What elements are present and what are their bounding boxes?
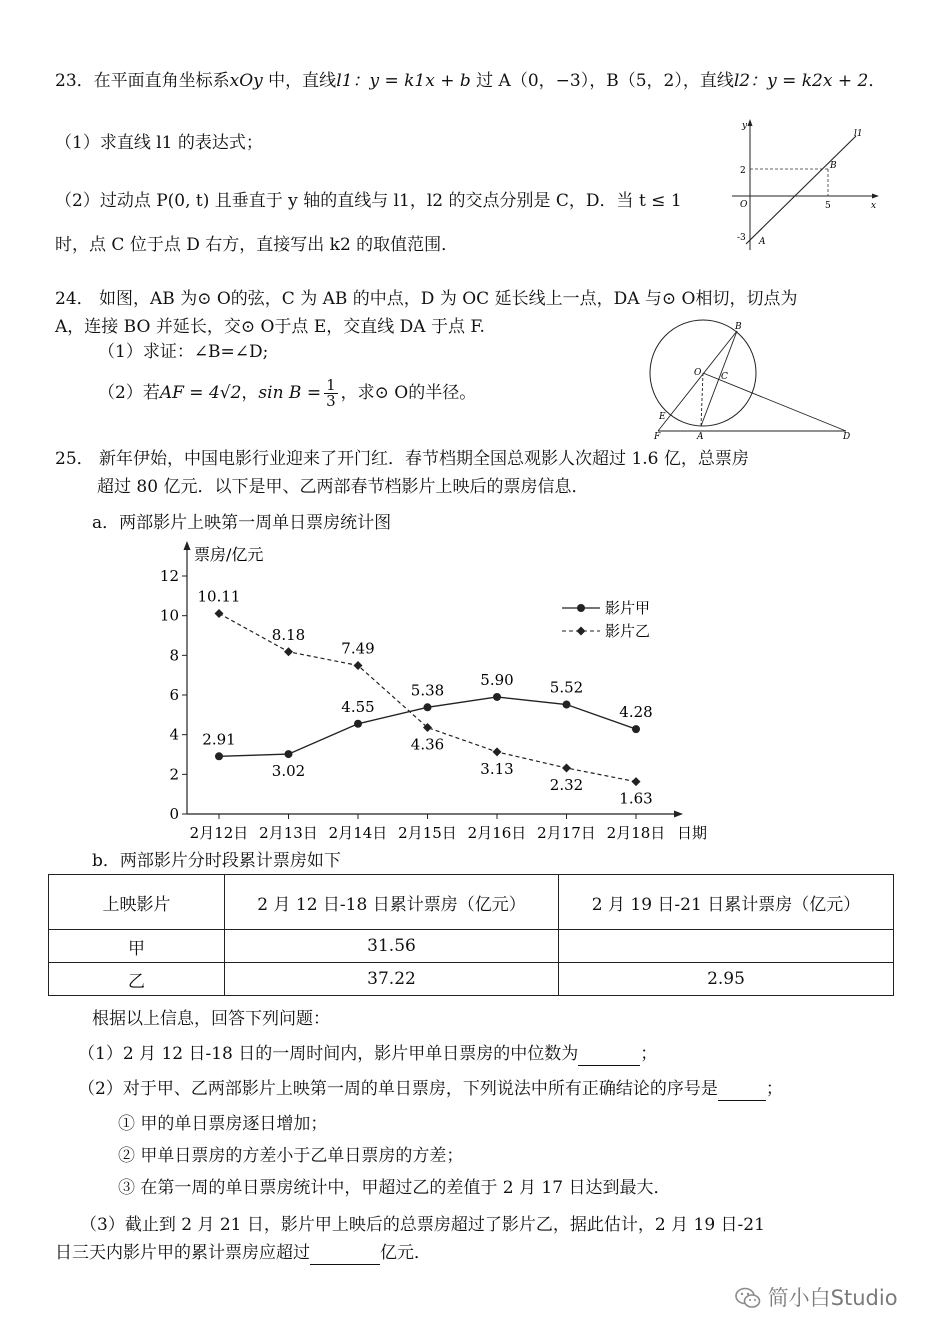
q24-part1: （1）求证：∠B=∠D;	[98, 342, 269, 362]
q25-option-3: ③ 在第一周的单日票房统计中，甲超过乙的差值于 2 月 17 日达到最大．	[118, 1178, 671, 1198]
q24-fraction: $\frac{1}{3}$	[326, 376, 336, 410]
fig23-point-B: B	[830, 161, 837, 171]
y-tick-label: 8	[169, 646, 179, 665]
series-jia-data-label: 3.02	[271, 762, 306, 781]
x-tick-label: 2月17日	[537, 824, 596, 842]
q25-intro: 根据以上信息，回答下列问题：	[92, 1009, 330, 1029]
y-tick-label: 2	[169, 765, 179, 784]
y-tick-label: 10	[159, 606, 179, 625]
series-yi-point	[215, 609, 224, 618]
x-tick-label: 2月12日	[189, 824, 249, 842]
table-cell: 31.56	[225, 930, 559, 963]
box-office-line-chart	[150, 538, 720, 848]
q25-part3-line2: 日三天内影片甲的累计票房应超过 亿元．	[55, 1243, 431, 1263]
q25-part2: （2）对于甲、乙两部影片上映第一周的单日票房，下列说法中所有正确结论的序号是 ；	[78, 1079, 783, 1099]
y-axis-arrow-icon	[184, 541, 191, 550]
series-yi-data-label: 3.13	[480, 759, 514, 778]
series-jia-point	[285, 750, 293, 758]
series-jia-point	[493, 693, 501, 701]
q25-subtitle-b: b．两部影片分时段累计票房如下	[92, 851, 341, 871]
fig24-point-F: F	[654, 432, 661, 440]
series-jia-data-label: 2.91	[202, 730, 236, 749]
watermark: 简小白Studio	[735, 1282, 898, 1312]
x-tick-label: 2月18日	[606, 824, 666, 842]
answer-blank[interactable]	[718, 1078, 766, 1101]
q24-line2: A，连接 BO 并延长，交⊙ O于点 E，交直线 DA 于点 F.	[55, 317, 485, 337]
legend-diamond-icon	[577, 627, 586, 636]
fig24-point-B: B	[735, 322, 742, 332]
q23-part1: （1）求直线 l1 的表达式；	[55, 133, 263, 153]
fig23-tick-5: 5	[825, 201, 831, 211]
table-cell: 甲	[49, 930, 225, 963]
series-yi-point	[562, 763, 571, 772]
x-tick-label: 2月16日	[467, 824, 527, 842]
fig24-point-D: D	[843, 432, 851, 440]
series-jia-point	[354, 720, 362, 728]
q25-option-1: ① 甲的单日票房逐日增加；	[118, 1114, 328, 1134]
table-header: 2 月 19 日-21 日累计票房（亿元）	[559, 875, 894, 930]
series-yi-point	[632, 777, 641, 786]
y-tick-label: 6	[169, 686, 179, 704]
series-jia-point	[424, 703, 432, 711]
q25-part1: （1）2 月 12 日-18 日的一周时间内，影片甲单日票房的中位数为 ；	[78, 1044, 658, 1064]
fig23-origin: O	[740, 200, 748, 210]
table-cell: 2.95	[559, 963, 894, 996]
fig23-y-label: y	[742, 121, 748, 131]
answer-blank[interactable]	[310, 1242, 380, 1265]
q25-option-2: ② 甲单日票房的方差小于乙单日票房的方差；	[118, 1146, 464, 1166]
fig23-tick-neg3: -3	[737, 233, 746, 243]
series-yi-data-label: 8.18	[271, 625, 306, 644]
series-jia-data-label: 4.28	[619, 703, 653, 722]
fig23-point-A: A	[759, 237, 766, 247]
q24-line1: 24． 如图，AB 为⊙ O的弦，C 为 AB 的中点，D 为 OC 延长线上一点，DA 与⊙ O相切，切点为	[55, 289, 798, 309]
q25-subtitle-a: a．两部影片上映第一周单日票房统计图	[92, 513, 392, 533]
series-yi-point	[493, 747, 502, 756]
fig23-tick-2: 2	[740, 166, 746, 176]
series-yi-data-label: 1.63	[619, 789, 653, 808]
series-jia-data-label: 5.90	[480, 670, 514, 689]
q23-part2-line1: （2）过动点 P(0, t) 且垂直于 y 轴的直线与 l1，l2 的交点分别是 C，D．当 t ≤ 1	[55, 191, 682, 211]
table-header: 2 月 12 日-18 日累计票房（亿元）	[225, 875, 559, 930]
q25-part3-line1: （3）截止到 2 月 21 日，影片甲上映后的总票房超过了影片乙，据此估计，2 月 19 日-21	[80, 1215, 765, 1235]
series-jia-data-label: 5.38	[410, 681, 445, 700]
series-yi-data-label: 10.11	[197, 587, 241, 606]
fig24-point-C: C	[721, 372, 728, 382]
fig23-l1-label: l1	[854, 129, 863, 139]
fig24-point-O: O	[694, 368, 702, 378]
y-axis-label: 票房/亿元	[194, 545, 264, 564]
q23-part2-line2: 时，点 C 位于点 D 右方，直接写出 k2 的取值范围．	[55, 235, 459, 255]
box-office-table	[48, 874, 894, 996]
fig23-x-label: x	[871, 201, 877, 211]
y-tick-label: 4	[169, 725, 179, 744]
series-yi-data-label: 4.36	[410, 735, 445, 754]
table-cell: 乙	[49, 963, 225, 996]
legend-series-yi: 影片乙	[605, 622, 651, 640]
series-yi-data-label: 7.49	[341, 639, 375, 658]
x-tick-label: 2月14日	[328, 824, 388, 842]
y-tick-label: 0	[169, 805, 179, 823]
table-header: 上映影片	[49, 875, 225, 930]
wechat-icon	[735, 1287, 761, 1309]
q24-part2: （2）若AF = 4√2，sin B = $\frac{1}{3}$ ，求⊙ O的半径。	[98, 376, 477, 410]
table-cell: 37.22	[225, 963, 559, 996]
table-cell	[559, 930, 894, 963]
x-tick-label: 2月13日	[259, 824, 318, 842]
series-jia-data-label: 4.55	[341, 697, 375, 716]
series-yi-data-label: 2.32	[549, 775, 584, 794]
q24-figure	[636, 318, 852, 440]
q25-line1: 25． 新年伊始，中国电影行业迎来了开门红．春节档期全国总观影人次超过 1.6 亿，总票房	[55, 449, 749, 469]
q23-stem: 23．在平面直角坐标系xOy 中，直线l1：y = k1x + b 过 A（0，−3），B（5，2），直线l2：y = k2x + 2．	[55, 71, 886, 91]
fig24-point-A: A	[697, 432, 704, 440]
table-row	[49, 930, 894, 963]
legend-series-jia: 影片甲	[605, 599, 651, 617]
answer-blank[interactable]	[578, 1043, 640, 1066]
fig24-point-E: E	[659, 412, 666, 422]
series-jia-data-label: 5.52	[549, 678, 584, 697]
q23-figure	[728, 116, 884, 252]
legend-circle-icon	[577, 604, 585, 612]
series-yi-point	[284, 647, 293, 656]
series-jia-point	[215, 752, 223, 760]
x-axis-label: 日期	[677, 824, 708, 842]
table-row	[49, 963, 894, 996]
chart-legend	[562, 599, 650, 640]
series-jia-point	[632, 725, 640, 733]
x-tick-label: 2月15日	[398, 824, 457, 842]
q25-line2: 超过 80 亿元．以下是甲、乙两部春节档影片上映后的票房信息．	[97, 477, 589, 497]
series-jia-point	[563, 701, 571, 709]
y-tick-label: 12	[159, 567, 179, 585]
x-axis-arrow-icon	[674, 811, 683, 818]
